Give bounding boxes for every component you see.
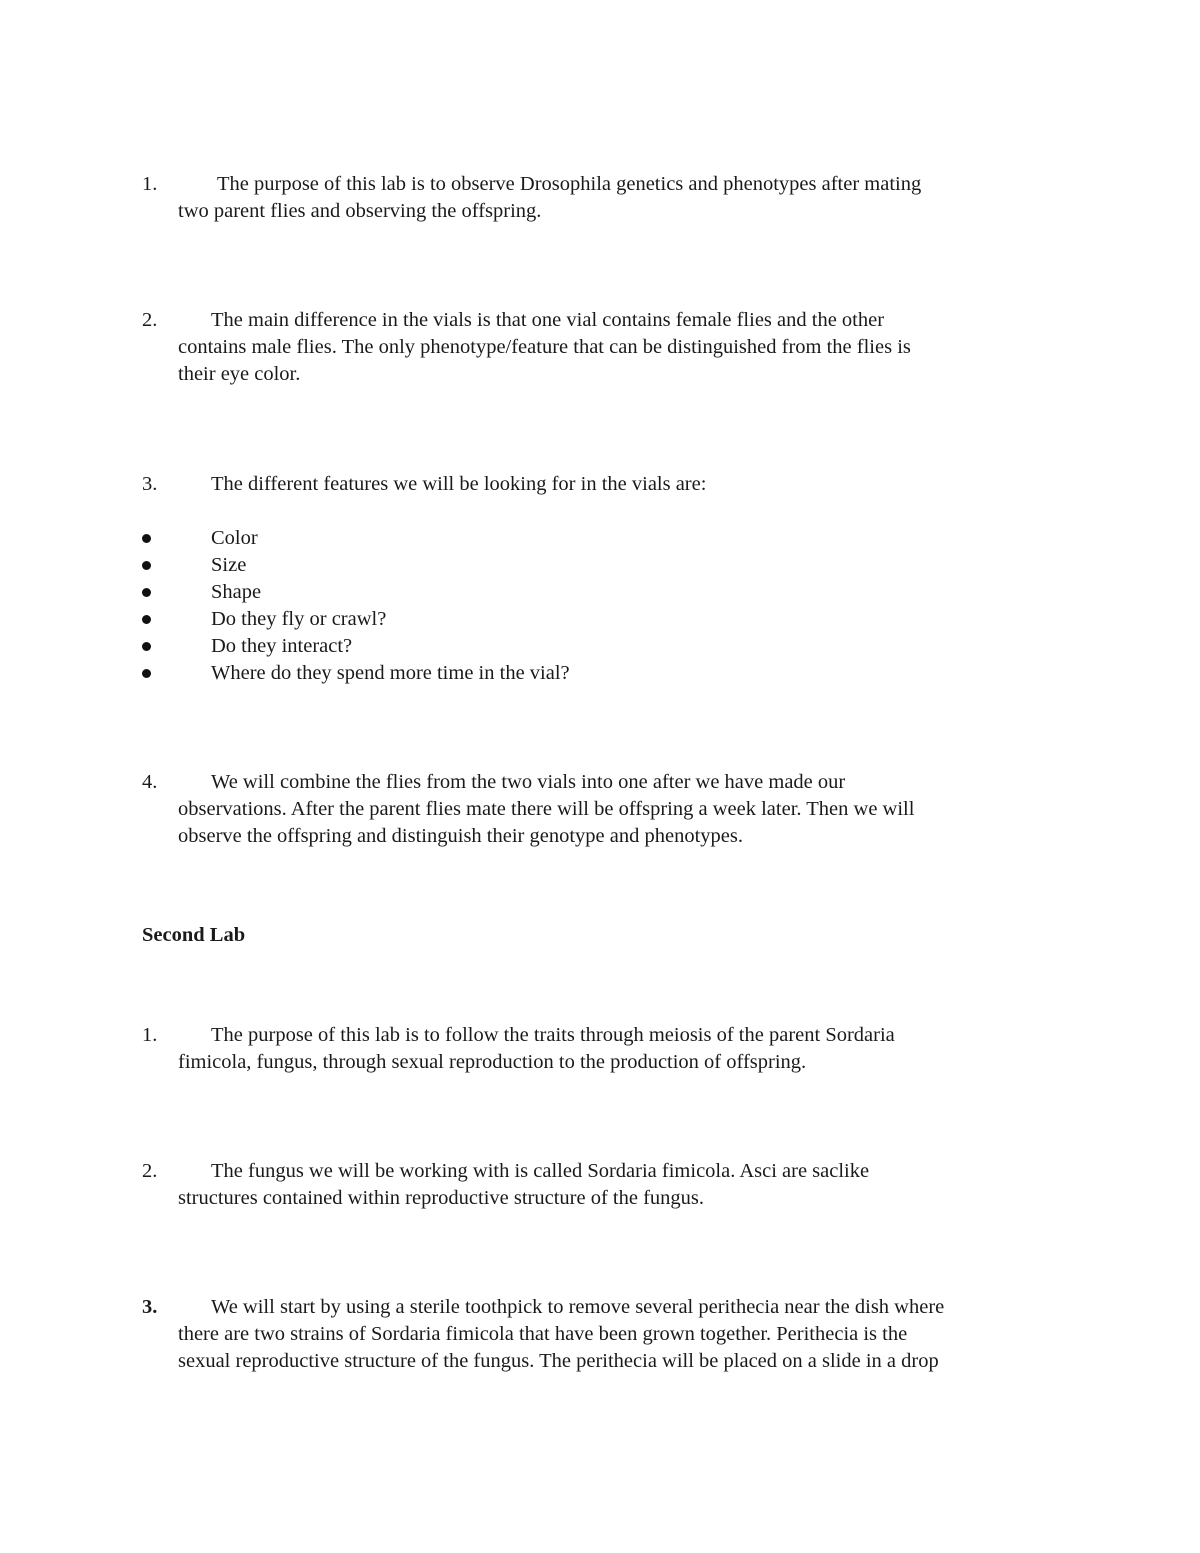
paragraph-line: structures contained within reproductive structure of the fungus. xyxy=(178,1187,705,1209)
first-lab-item-4 xyxy=(178,769,1078,850)
list-item: Where do they spend more time in the vial? xyxy=(211,662,570,684)
paragraph-line: two parent flies and observing the offspring. xyxy=(178,200,542,222)
section-heading: Second Lab xyxy=(142,924,246,946)
bullet-icon xyxy=(142,561,151,570)
paragraph-line: sexual reproductive structure of the fungus. The perithecia will be placed on a slide in a drop xyxy=(178,1350,939,1372)
bullet-icon xyxy=(142,534,151,543)
paragraph-line: their eye color. xyxy=(178,363,301,385)
item-number: 1. xyxy=(142,173,158,195)
bullet-icon xyxy=(142,588,151,597)
first-lab-item-2 xyxy=(178,307,1078,388)
bullet-icon xyxy=(142,669,151,678)
bullet-icon xyxy=(142,642,151,651)
paragraph-line: We will start by using a sterile toothpick to remove several perithecia near the dish where xyxy=(211,1296,945,1318)
item-number: 3. xyxy=(142,1296,158,1318)
paragraph-line: there are two strains of Sordaria fimicola that have been grown together. Perithecia is the xyxy=(178,1323,908,1345)
list-item: Color xyxy=(211,527,258,549)
list-item: Do they fly or crawl? xyxy=(211,608,387,630)
list-item: Size xyxy=(211,554,247,576)
bullet-icon xyxy=(142,615,151,624)
paragraph-line: The purpose of this lab is to follow the traits through meiosis of the parent Sordaria xyxy=(211,1024,895,1046)
item-number: 2. xyxy=(142,1160,158,1182)
paragraph-line: observations. After the parent flies mate there will be offspring a week later. Then we will xyxy=(178,798,915,820)
second-lab-item-3 xyxy=(178,1294,1078,1375)
paragraph-line: fimicola, fungus, through sexual reproduction to the production of offspring. xyxy=(178,1051,807,1073)
item-number: 4. xyxy=(142,771,158,793)
item-number: 3. xyxy=(142,473,158,495)
paragraph-line: observe the offspring and distinguish their genotype and phenotypes. xyxy=(178,825,743,847)
second-lab-item-2 xyxy=(178,1158,1078,1212)
paragraph-line: The fungus we will be working with is called Sordaria fimicola. Asci are saclike xyxy=(211,1160,870,1182)
list-item: Do they interact? xyxy=(211,635,353,657)
paragraph-line: The purpose of this lab is to observe Drosophila genetics and phenotypes after mating xyxy=(217,173,922,195)
list-item: Shape xyxy=(211,581,262,603)
first-lab-item-1 xyxy=(178,171,1078,225)
item-number: 1. xyxy=(142,1024,158,1046)
paragraph-line: contains male flies. The only phenotype/feature that can be distinguished from the flies is xyxy=(178,336,911,358)
paragraph-line: We will combine the flies from the two vials into one after we have made our xyxy=(211,771,846,793)
first-lab-item-3 xyxy=(178,471,1078,498)
second-lab-item-1 xyxy=(178,1022,1078,1076)
paragraph-line: The main difference in the vials is that one vial contains female flies and the other xyxy=(211,309,885,331)
paragraph-line: The different features we will be looking for in the vials are: xyxy=(211,473,707,495)
item-number: 2. xyxy=(142,309,158,331)
